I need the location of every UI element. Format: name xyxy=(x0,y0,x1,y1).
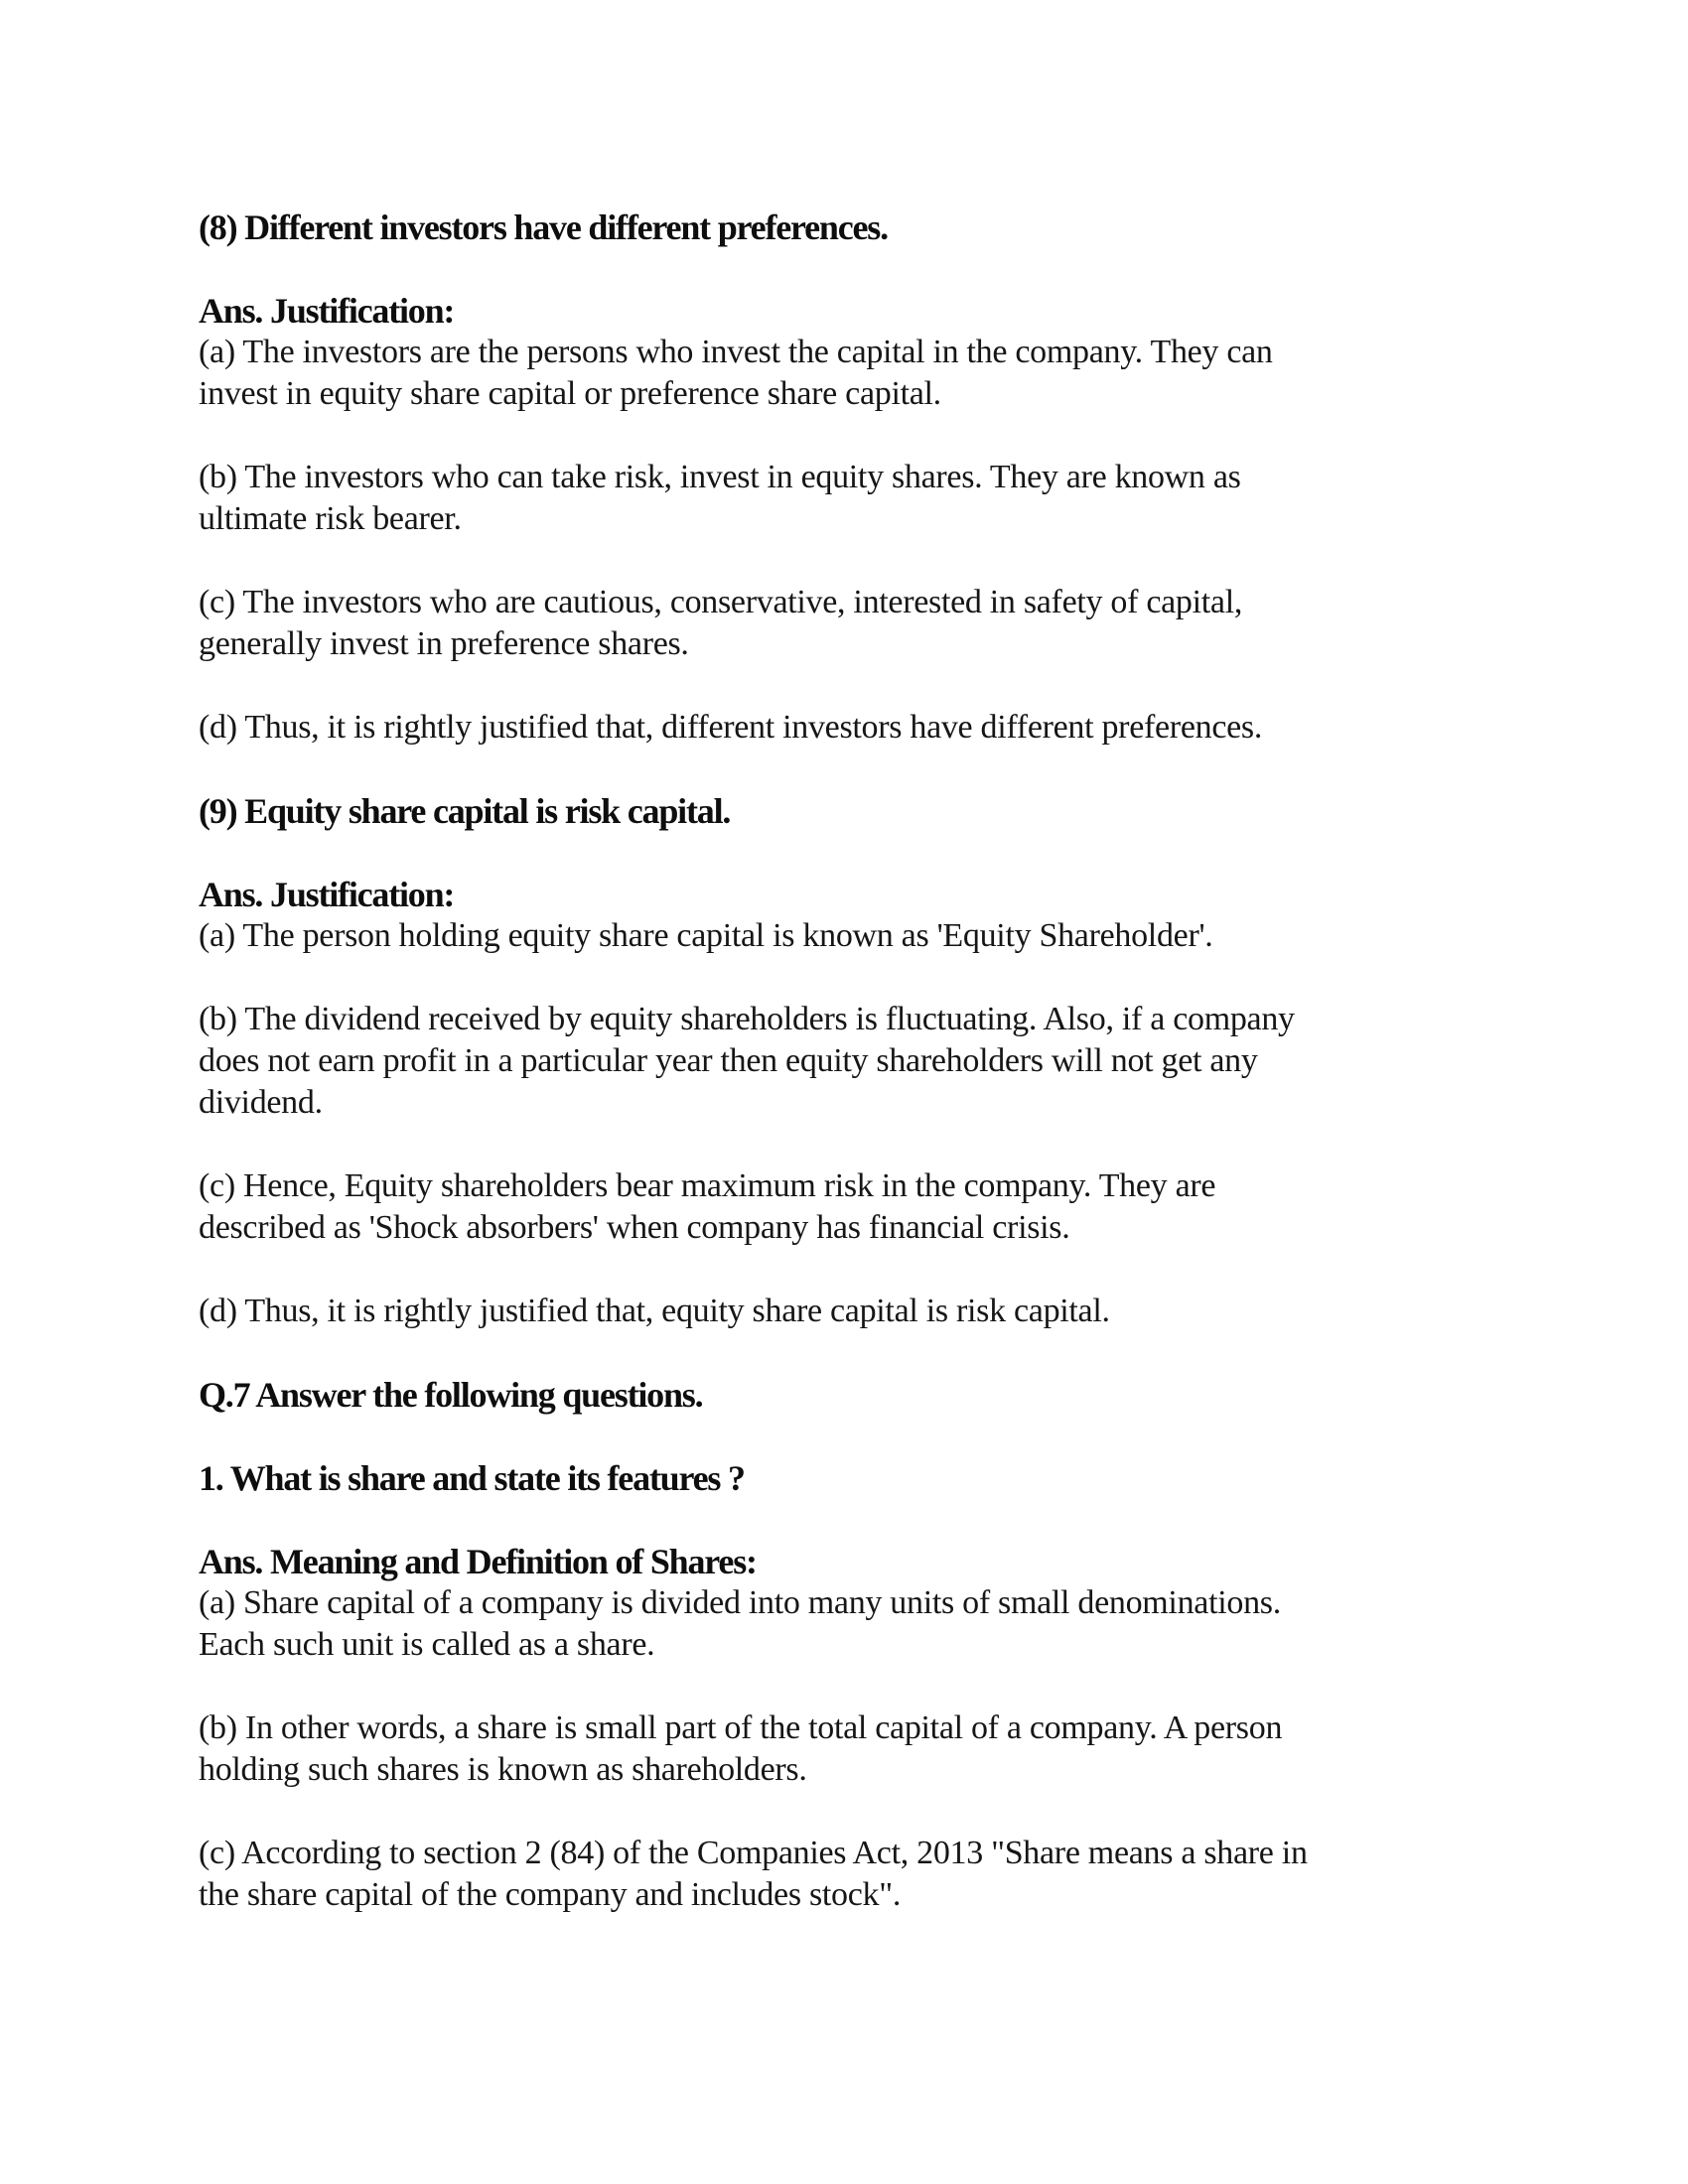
paragraph-block xyxy=(199,206,1529,248)
paragraph-block xyxy=(199,707,1529,749)
body-line: invest in equity share capital or preference share capital. xyxy=(199,375,941,412)
document-content xyxy=(199,206,1529,1916)
paragraph-block xyxy=(199,1541,1529,1666)
paragraph-block xyxy=(199,1165,1529,1249)
body-line: (d) Thus, it is rightly justified that, different investors have different preferences. xyxy=(199,709,1263,746)
paragraph-block xyxy=(199,1291,1529,1332)
heading-line: (9) Equity share capital is risk capital. xyxy=(199,791,731,831)
body-line: (c) The investors who are cautious, conservative, interested in safety of capital, xyxy=(199,584,1243,620)
paragraph-block xyxy=(199,1833,1529,1916)
body-line: generally invest in preference shares. xyxy=(199,625,689,662)
body-line: dividend. xyxy=(199,1084,323,1121)
body-line: (a) Share capital of a company is divided into many units of small denominations. xyxy=(199,1584,1281,1621)
body-line: Each such unit is called as a share. xyxy=(199,1626,655,1663)
body-line: (a) The person holding equity share capital is known as 'Equity Shareholder'. xyxy=(199,917,1213,954)
heading-line: Ans. Justification: xyxy=(199,291,455,331)
heading-line: Ans. Meaning and Definition of Shares: xyxy=(199,1542,757,1581)
paragraph-block xyxy=(199,290,1529,415)
body-line: (b) The investors who can take risk, invest in equity shares. They are known as xyxy=(199,459,1241,495)
paragraph-block xyxy=(199,457,1529,540)
paragraph-block xyxy=(199,999,1529,1124)
heading-line: Ans. Justification: xyxy=(199,875,455,914)
heading-line: 1. What is share and state its features ? xyxy=(199,1458,745,1498)
body-line: described as 'Shock absorbers' when company has financial crisis. xyxy=(199,1209,1070,1246)
body-line: holding such shares is known as shareholders. xyxy=(199,1751,807,1788)
paragraph-block xyxy=(199,1457,1529,1499)
paragraph-block xyxy=(199,1707,1529,1791)
paragraph-block xyxy=(199,874,1529,957)
heading-line: Q.7 Answer the following questions. xyxy=(199,1375,703,1415)
paragraph-block xyxy=(199,790,1529,832)
body-line: ultimate risk bearer. xyxy=(199,500,462,537)
body-line: the share capital of the company and includes stock". xyxy=(199,1876,902,1913)
body-line: (c) According to section 2 (84) of the Companies Act, 2013 "Share means a share in xyxy=(199,1835,1308,1871)
body-line: (d) Thus, it is rightly justified that, equity share capital is risk capital. xyxy=(199,1293,1110,1329)
body-line: (b) In other words, a share is small part of the total capital of a company. A person xyxy=(199,1709,1283,1746)
body-line: does not earn profit in a particular year then equity shareholders will not get any xyxy=(199,1042,1258,1079)
body-line: (a) The investors are the persons who invest the capital in the company. They can xyxy=(199,334,1273,370)
paragraph-block xyxy=(199,1374,1529,1416)
heading-line: (8) Different investors have different preferences. xyxy=(199,207,888,247)
paragraph-block xyxy=(199,582,1529,665)
body-line: (b) The dividend received by equity shareholders is fluctuating. Also, if a company xyxy=(199,1001,1295,1037)
body-line: (c) Hence, Equity shareholders bear maximum risk in the company. They are xyxy=(199,1167,1216,1204)
